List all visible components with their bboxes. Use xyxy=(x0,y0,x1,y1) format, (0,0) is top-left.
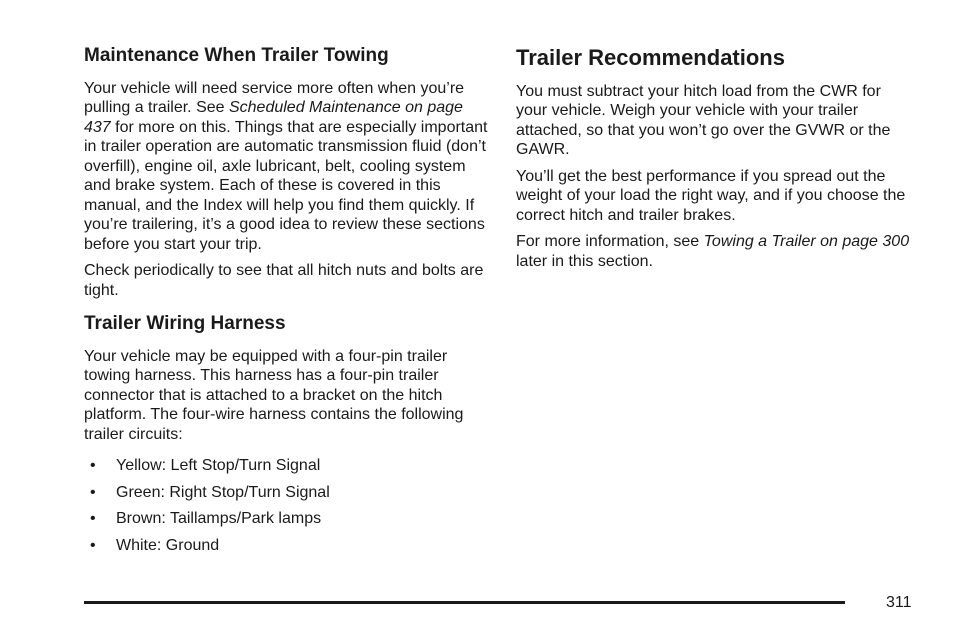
paragraph-maintenance xyxy=(84,79,494,255)
paragraph-hitch-check: Check periodically to see that all hitch nuts and bolts are tight. xyxy=(84,262,484,299)
cross-reference-towing-a-trailer[interactable]: Towing a Trailer on page 300 xyxy=(703,233,910,251)
paragraph-wiring-harness: Your vehicle may be equipped with a four-pin trailer towing harness. This harness has a four-pin trailer connector that is attached to a bracket on the hitch platform. The four-wire harness contains the following trailer circuits: xyxy=(84,347,464,443)
bullet: • xyxy=(90,457,96,475)
list-item xyxy=(90,536,494,556)
heading-trailer-recommendations: Trailer Recommendations xyxy=(516,45,785,70)
text: later in this section. xyxy=(516,252,653,270)
circuit-text: Brown: Taillamps/Park lamps xyxy=(116,510,322,528)
heading-maintenance-trailer-towing: Maintenance When Trailer Towing xyxy=(84,45,389,66)
bullet: • xyxy=(90,536,96,554)
circuit-list xyxy=(84,456,494,555)
bullet: • xyxy=(90,510,96,528)
text: for more on this. Things that are especially important in trailer operation are automatic transmission fluid (don’t overfill), engine oil, axle lubricant, belt, cooling system and brake system. Each of these is covered in this manual, and the Index will help you find them quickly. If you’re trailering, it’s a good idea to review these sections before you start your trip. xyxy=(84,118,488,253)
circuit-text: Yellow: Left Stop/Turn Signal xyxy=(116,457,321,475)
heading-trailer-wiring-harness: Trailer Wiring Harness xyxy=(84,313,286,335)
paragraph-more-info xyxy=(516,232,916,271)
footer-rule xyxy=(84,601,845,604)
left-column xyxy=(84,44,494,562)
right-column xyxy=(516,44,916,278)
paragraph-hitch-load: You must subtract your hitch load from the CWR for your vehicle. Weigh your vehicle with your trailer attached, so that you won’t go over the GVWR or the GAWR. xyxy=(516,82,891,159)
list-item xyxy=(90,456,494,476)
list-item xyxy=(90,509,494,529)
circuit-text: White: Ground xyxy=(116,536,220,554)
text: For more information, see xyxy=(516,233,704,251)
list-item xyxy=(90,483,494,503)
page-number: 311 xyxy=(886,594,912,611)
text: Your vehicle will need service more often when you’re pulling a trailer. See xyxy=(84,79,465,117)
cross-reference-scheduled-maintenance[interactable]: Scheduled Maintenance on page 437 xyxy=(84,99,463,136)
paragraph-performance: You’ll get the best performance if you spread out the weight of your load the right way, and if you choose the correct hitch and trailer brakes. xyxy=(516,167,906,224)
circuit-text: Green: Right Stop/Turn Signal xyxy=(116,483,330,501)
bullet: • xyxy=(90,483,96,501)
